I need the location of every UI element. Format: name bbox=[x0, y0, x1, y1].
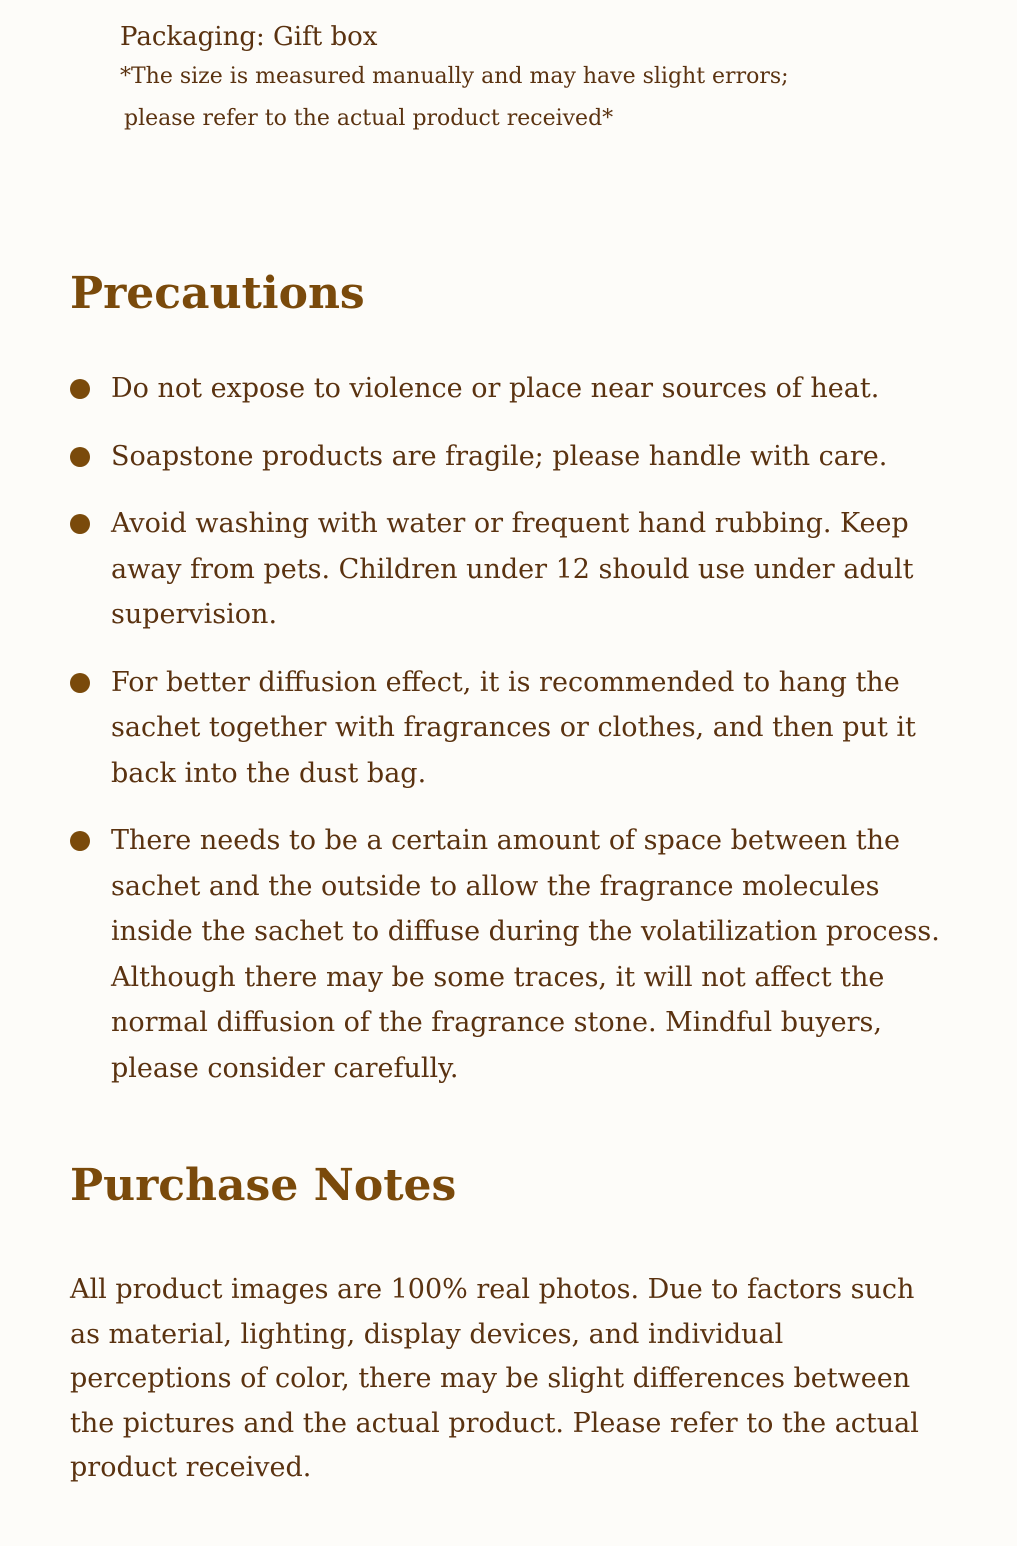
list-item-text: There needs to be a certain amount of space between the sachet and the outside to allow the fragrance molecules inside the sachet to diffuse during the volatilization process. Although there may be some traces, it will not affect the normal diffusion of the fragrance stone. Mindful buyers, please consider carefully. bbox=[111, 825, 940, 1084]
list-item-text: Avoid washing with water or frequent hand rubbing. Keep away from pets. Children under 12 should use under adult supervision. bbox=[111, 508, 914, 630]
list-item bbox=[70, 818, 950, 1091]
precautions-heading: Precautions bbox=[70, 268, 365, 319]
list-item bbox=[70, 434, 950, 480]
list-item-text: For better diffusion effect, it is recommended to hang the sachet together with fragrances or clothes, and then put it back into the dust bag. bbox=[111, 666, 916, 789]
list-item-text: Soapstone products are fragile; please handle with care. bbox=[111, 440, 888, 472]
precautions-list bbox=[70, 366, 950, 1113]
bullet-dot-icon bbox=[70, 447, 90, 467]
list-item bbox=[70, 660, 950, 797]
purchase-notes-heading: Purchase Notes bbox=[70, 1160, 457, 1211]
bullet-dot-icon bbox=[70, 831, 90, 851]
size-note-line-2: please refer to the actual product received* bbox=[124, 106, 614, 131]
list-item bbox=[70, 501, 950, 638]
size-note-line-1: *The size is measured manually and may have slight errors; bbox=[120, 64, 789, 89]
list-item-text: Do not expose to violence or place near sources of heat. bbox=[111, 373, 880, 404]
bullet-dot-icon bbox=[70, 673, 90, 693]
purchase-notes-text: All product images are 100% real photos. Due to factors such as material, lighting, display devices, and individual perceptions of color, there may be slight differences between the pictures and the actual product. Please refer to the actual product received. bbox=[70, 1274, 919, 1484]
bullet-dot-icon bbox=[70, 379, 90, 399]
packaging-line: Packaging: Gift box bbox=[120, 22, 378, 52]
list-item bbox=[70, 366, 950, 412]
packaging-info bbox=[120, 18, 980, 140]
bullet-dot-icon bbox=[70, 514, 90, 534]
